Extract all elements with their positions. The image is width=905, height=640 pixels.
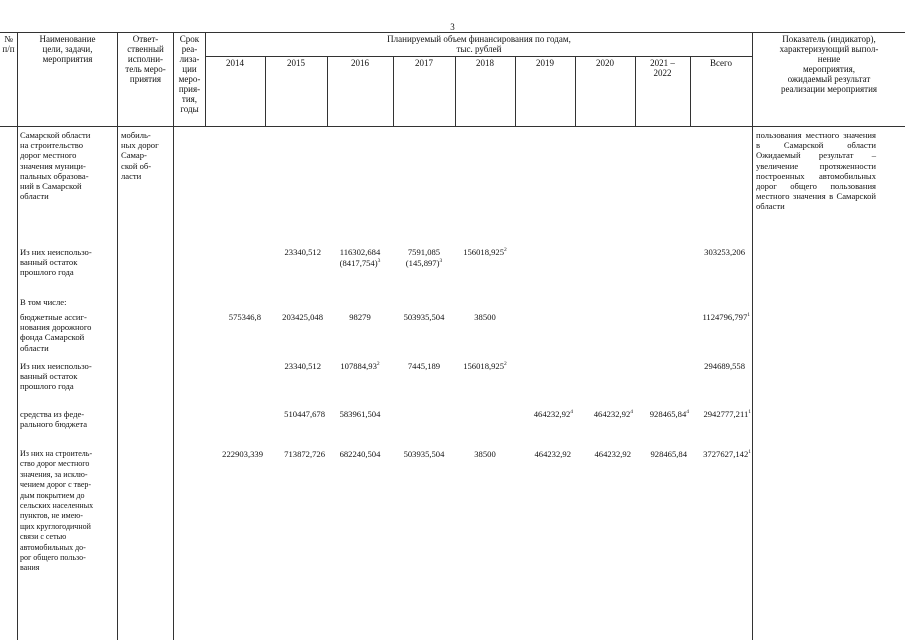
row-label: бюджетные ассиг- нования дорожного фонда Самарской области [20, 312, 92, 353]
header-year-2015: 2015 [287, 58, 305, 68]
cell-2019: 464232,92$^4$ [533, 409, 573, 419]
cell-2014: 222903,339 [222, 449, 263, 459]
header-year-2019: 2019 [536, 58, 554, 68]
cell-total: 1124796,797$^1$ [702, 312, 750, 322]
cell-2016: 583961,504 [339, 409, 381, 419]
header-term: Срок реа- лиза- ции меро- прия- тия, годы [178, 34, 201, 114]
cell-2018: 156018,925$^2$ [463, 247, 507, 257]
row-label-including: В том числе: [20, 297, 67, 307]
cell-total: 2942777,211$^1$ [703, 409, 751, 419]
row-label: Из них неиспользо- ванный остаток прошлого года [20, 247, 92, 278]
cell-2015: 203425,048 [282, 312, 323, 322]
header-total: Всего [709, 58, 733, 68]
cell-2020: 464232,92 [594, 449, 631, 459]
page-number: 3 [450, 22, 455, 32]
name-continuation: Самарской области на строительство дорог местного значения муници- пальных образова- ний в Самарской области [20, 130, 91, 202]
cell-2017: 503935,504 [403, 449, 445, 459]
cell-2015: 23340,512 [284, 361, 321, 371]
indicator-continuation: пользования местного значения в Самарской области Ожидаемый результат – увеличение протяженности построенных автомобильных дорог общего пользования местного значения в Самарской области [756, 130, 876, 212]
cell-2016-note: $(8417,754)^3$ [339, 258, 381, 268]
cell-2021-2022: 928465,84$^4$ [649, 409, 689, 419]
cell-2019: 464232,92 [534, 449, 571, 459]
cell-2016: 116302,684 [339, 247, 381, 257]
cell-2018: 38500 [474, 449, 496, 459]
header-num: № п/п [2, 34, 15, 54]
header-year-2021-2022: 2021 – 2022 [650, 58, 675, 78]
cell-2016: 98279 [349, 312, 371, 322]
header-year-2018: 2018 [476, 58, 494, 68]
header-year-2014: 2014 [226, 58, 244, 68]
responsible-continuation: мобиль- ных дорог Самар- ской об- ласти [121, 130, 159, 181]
cell-2017-note: $(145,897)^3$ [405, 258, 443, 268]
cell-2016: 682240,504 [339, 449, 381, 459]
row-label: Из них неиспользо- ванный остаток прошлого года [20, 361, 92, 392]
cell-2017: 7591,085 [407, 247, 441, 257]
cell-2020: 464232,92$^4$ [593, 409, 633, 419]
header-responsible: Ответ- ственный исполни- тель меро- приятия [125, 34, 166, 84]
header-indicator: Показатель (индикатор), характеризующий выпол- нение мероприятия, ожидаемый результат реализации мероприятия [779, 34, 879, 94]
header-name: Наименование цели, задачи, мероприятия [39, 34, 96, 64]
cell-2016: 107884,93$^2$ [340, 361, 380, 371]
cell-total: 294689,558 [704, 361, 745, 371]
cell-total: 303253,206 [704, 247, 745, 257]
row-label: средства из феде- рального бюджета [20, 409, 88, 430]
cell-2017: 7445,189 [407, 361, 441, 371]
cell-2018: 156018,925$^2$ [463, 361, 507, 371]
header-year-2016: 2016 [351, 58, 369, 68]
cell-2021-2022: 928465,84 [650, 449, 687, 459]
cell-2014: 575346,8 [228, 312, 261, 322]
header-funding: Планируемый объем финансирования по годам, тыс. рублей [387, 34, 571, 54]
header-year-2017: 2017 [415, 58, 433, 68]
cell-2015: 510447,678 [284, 409, 325, 419]
cell-2015: 23340,512 [284, 247, 321, 257]
cell-2015: 713872,726 [284, 449, 325, 459]
cell-2018: 38500 [474, 312, 496, 322]
cell-2017: 503935,504 [403, 312, 445, 322]
cell-total: 3727627,142$^1$ [703, 449, 751, 459]
row-label: Из них на строитель- ство дорог местного значения, за исклю- чением дорог с твер- дым покрытием до сельских населенных пунктов, не имею- щих круглогодичной связи с сетью автомобильных до- рог общего пользо- вания [20, 449, 94, 573]
header-year-2020: 2020 [596, 58, 614, 68]
